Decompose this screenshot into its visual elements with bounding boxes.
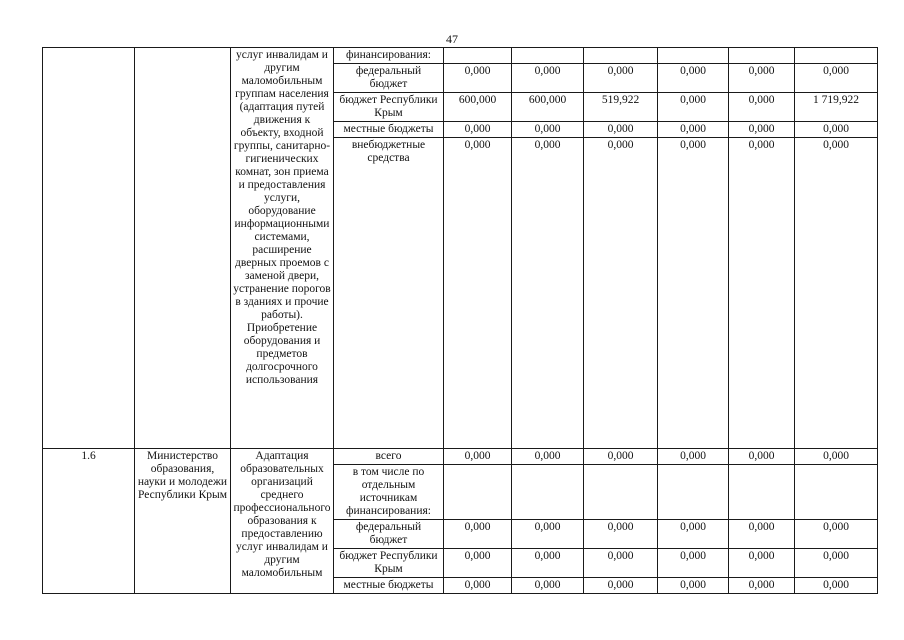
value-cell: 0,000 <box>584 122 658 138</box>
value-cell <box>444 465 512 520</box>
value-cell: 0,000 <box>795 64 878 93</box>
value-cell: 0,000 <box>658 578 729 594</box>
value-cell: 0,000 <box>444 122 512 138</box>
funding-source: федеральный бюджет <box>334 520 444 549</box>
value-cell <box>512 465 584 520</box>
value-cell: 0,000 <box>658 93 729 122</box>
executor-cell <box>135 48 231 449</box>
value-cell: 0,000 <box>584 549 658 578</box>
funding-source: внебюджетные средства <box>334 138 444 449</box>
value-cell: 0,000 <box>444 520 512 549</box>
value-cell: 0,000 <box>512 520 584 549</box>
executor-cell: Министерство образования, науки и молодежи Республики Крым <box>135 449 231 594</box>
value-cell: 0,000 <box>444 64 512 93</box>
value-cell: 0,000 <box>444 578 512 594</box>
value-cell: 600,000 <box>444 93 512 122</box>
value-cell: 0,000 <box>729 449 795 465</box>
value-cell: 0,000 <box>729 578 795 594</box>
value-cell: 0,000 <box>584 138 658 449</box>
page-number: 47 <box>446 32 458 46</box>
funding-source: местные бюджеты <box>334 122 444 138</box>
value-cell: 0,000 <box>658 64 729 93</box>
value-cell: 0,000 <box>729 520 795 549</box>
value-cell: 0,000 <box>795 449 878 465</box>
value-cell: 0,000 <box>512 578 584 594</box>
funding-source: финансирования: <box>334 48 444 64</box>
value-cell: 0,000 <box>584 578 658 594</box>
value-cell <box>795 465 878 520</box>
value-cell: 0,000 <box>729 549 795 578</box>
value-cell: 0,000 <box>795 138 878 449</box>
value-cell: 0,000 <box>658 520 729 549</box>
number-cell <box>43 48 135 449</box>
value-cell: 0,000 <box>512 449 584 465</box>
value-cell <box>729 465 795 520</box>
value-cell: 0,000 <box>729 64 795 93</box>
description-cell: услуг инвалидам и другим маломобильным группам населения (адаптация путей движения к объекту, входной группы, санитарно-гигиенических комнат, зон приема и предоставления услуги, оборудование информационными системами, расширение дверных проемов с заменой двери, устранение порогов в зданиях и прочие работы). Приобретение оборудования и предметов долгосрочного использования <box>231 48 334 449</box>
value-cell: 0,000 <box>444 549 512 578</box>
funding-source: всего <box>334 449 444 465</box>
value-cell <box>584 465 658 520</box>
value-cell <box>584 48 658 64</box>
value-cell: 0,000 <box>658 138 729 449</box>
value-cell: 0,000 <box>658 549 729 578</box>
value-cell <box>795 48 878 64</box>
value-cell: 0,000 <box>584 64 658 93</box>
value-cell: 0,000 <box>795 520 878 549</box>
value-cell: 0,000 <box>512 549 584 578</box>
funding-source: бюджет Республики Крым <box>334 93 444 122</box>
value-cell: 0,000 <box>512 64 584 93</box>
value-cell: 0,000 <box>584 520 658 549</box>
value-cell <box>729 48 795 64</box>
funding-source: в том числе по отдельным источникам финансирования: <box>334 465 444 520</box>
value-cell: 0,000 <box>444 138 512 449</box>
value-cell: 600,000 <box>512 93 584 122</box>
value-cell: 0,000 <box>795 549 878 578</box>
value-cell: 0,000 <box>795 578 878 594</box>
number-cell: 1.6 <box>43 449 135 594</box>
value-cell: 0,000 <box>444 449 512 465</box>
budget-table <box>42 47 878 594</box>
funding-source: бюджет Республики Крым <box>334 549 444 578</box>
description-cell: Адаптация образовательных организаций среднего профессионального образования к предоставлению услуг инвалидам и другим маломобильным <box>231 449 334 594</box>
table-row <box>43 449 878 465</box>
value-cell: 0,000 <box>658 122 729 138</box>
funding-source: местные бюджеты <box>334 578 444 594</box>
value-cell <box>658 465 729 520</box>
value-cell: 0,000 <box>584 449 658 465</box>
value-cell <box>658 48 729 64</box>
value-cell: 0,000 <box>512 138 584 449</box>
value-cell: 0,000 <box>729 93 795 122</box>
value-cell: 0,000 <box>658 449 729 465</box>
value-cell: 0,000 <box>795 122 878 138</box>
value-cell <box>444 48 512 64</box>
value-cell: 0,000 <box>512 122 584 138</box>
value-cell: 0,000 <box>729 122 795 138</box>
value-cell <box>512 48 584 64</box>
value-cell: 519,922 <box>584 93 658 122</box>
value-cell: 1 719,922 <box>795 93 878 122</box>
table-row <box>43 48 878 64</box>
value-cell: 0,000 <box>729 138 795 449</box>
funding-source: федеральный бюджет <box>334 64 444 93</box>
